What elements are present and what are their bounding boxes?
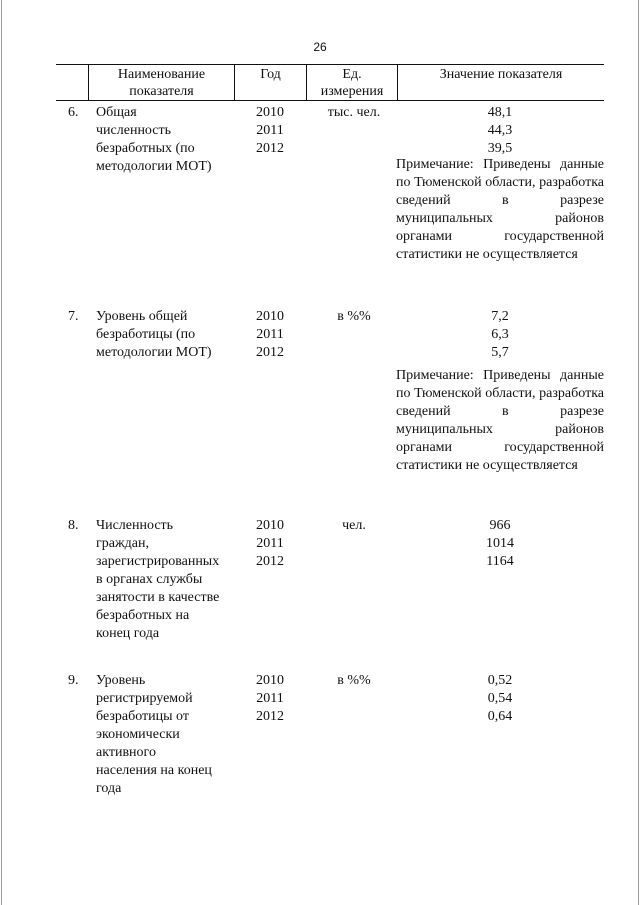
name-line: численность	[96, 123, 171, 138]
name-line: Уровень	[96, 673, 146, 688]
name-line: года	[96, 781, 122, 796]
page-left-edge	[1, 0, 2, 905]
page-right-edge	[638, 0, 639, 905]
value-list	[398, 517, 602, 571]
name-line: Численность	[96, 518, 174, 533]
year: 2011	[256, 123, 284, 138]
name-line: занятости в качестве	[96, 590, 220, 605]
name-line: зарегистрированных	[96, 554, 220, 569]
name-line: экономически	[96, 727, 180, 742]
year: 2010	[256, 518, 284, 533]
year: 2010	[256, 673, 284, 688]
header-top-rule	[56, 64, 604, 65]
header-bottom-rule	[56, 100, 604, 101]
note-text: Примечание: Приведены данные по Тюменской области, разработка сведений в разрезе муниципальных районов органами государственной статистики не осуществляется	[396, 368, 604, 473]
header-name-line: показателя	[129, 84, 194, 99]
year: 2012	[256, 709, 284, 724]
year: 2010	[256, 105, 284, 120]
year: 2012	[256, 345, 284, 360]
value: 7,2	[491, 309, 509, 324]
year-list	[253, 308, 287, 362]
year: 2010	[256, 309, 284, 324]
value-list	[398, 104, 602, 158]
year-list	[253, 517, 287, 571]
row-number: 7.	[68, 309, 79, 324]
header-value-col: Значение показателя	[439, 67, 563, 82]
value: 48,1	[487, 105, 513, 120]
name-line: активного	[96, 745, 156, 760]
unit-of-measure: тыс. чел.	[327, 105, 381, 120]
header-unit-col	[307, 66, 397, 100]
unit-of-measure: в %%	[337, 673, 371, 688]
page-number: 26	[313, 40, 327, 54]
name-line: безработных (по	[96, 141, 195, 156]
value-list	[398, 672, 602, 726]
row-number: 9.	[68, 673, 79, 688]
name-line: методологии МОТ)	[96, 345, 212, 360]
value: 39,5	[487, 141, 513, 156]
unit-of-measure: в %%	[337, 309, 371, 324]
value: 966	[489, 518, 511, 533]
header-unit-line: измерения	[320, 84, 384, 99]
value: 5,7	[491, 345, 509, 360]
row-number: 6.	[68, 105, 79, 120]
year: 2012	[256, 141, 284, 156]
name-line: методологии МОТ)	[96, 159, 212, 174]
name-line: граждан,	[96, 536, 149, 551]
name-line: безработицы (по	[96, 327, 196, 342]
value: 6,3	[491, 327, 509, 342]
value: 0,52	[487, 673, 513, 688]
name-line: регистрируемой	[96, 691, 193, 706]
value: 1014	[486, 536, 514, 551]
name-line: конец года	[96, 626, 160, 641]
name-line: безработицы от	[96, 709, 189, 724]
header-unit-line: Ед.	[342, 67, 362, 82]
value: 44,3	[487, 123, 513, 138]
value: 1164	[486, 554, 514, 569]
year: 2011	[256, 536, 284, 551]
name-line: Общая	[96, 105, 137, 120]
year-list	[253, 672, 287, 726]
name-line: населения на конец	[96, 763, 212, 778]
value: 0,64	[487, 709, 513, 724]
header-year-col: Год	[260, 67, 281, 82]
year: 2011	[256, 691, 284, 706]
row-number: 8.	[68, 518, 79, 533]
name-line: Уровень общей	[96, 309, 188, 324]
header-name-col	[89, 66, 234, 100]
year: 2012	[256, 554, 284, 569]
value-list	[398, 308, 602, 362]
year-list	[253, 104, 287, 158]
indicator-name	[96, 104, 246, 176]
unit-of-measure: чел.	[342, 518, 366, 533]
indicator-name	[96, 308, 246, 362]
note-text: Примечание: Приведены данные по Тюменской области, разработка сведений в разрезе муниципальных районов органами государственной статистики не осуществляется	[396, 157, 604, 262]
indicator-name	[96, 672, 246, 798]
value: 0,54	[487, 691, 513, 706]
name-line: в органах службы	[96, 572, 203, 587]
indicator-name	[96, 517, 246, 643]
year: 2011	[256, 327, 284, 342]
header-name-line: Наименование	[117, 67, 206, 82]
name-line: безработных на	[96, 608, 190, 623]
